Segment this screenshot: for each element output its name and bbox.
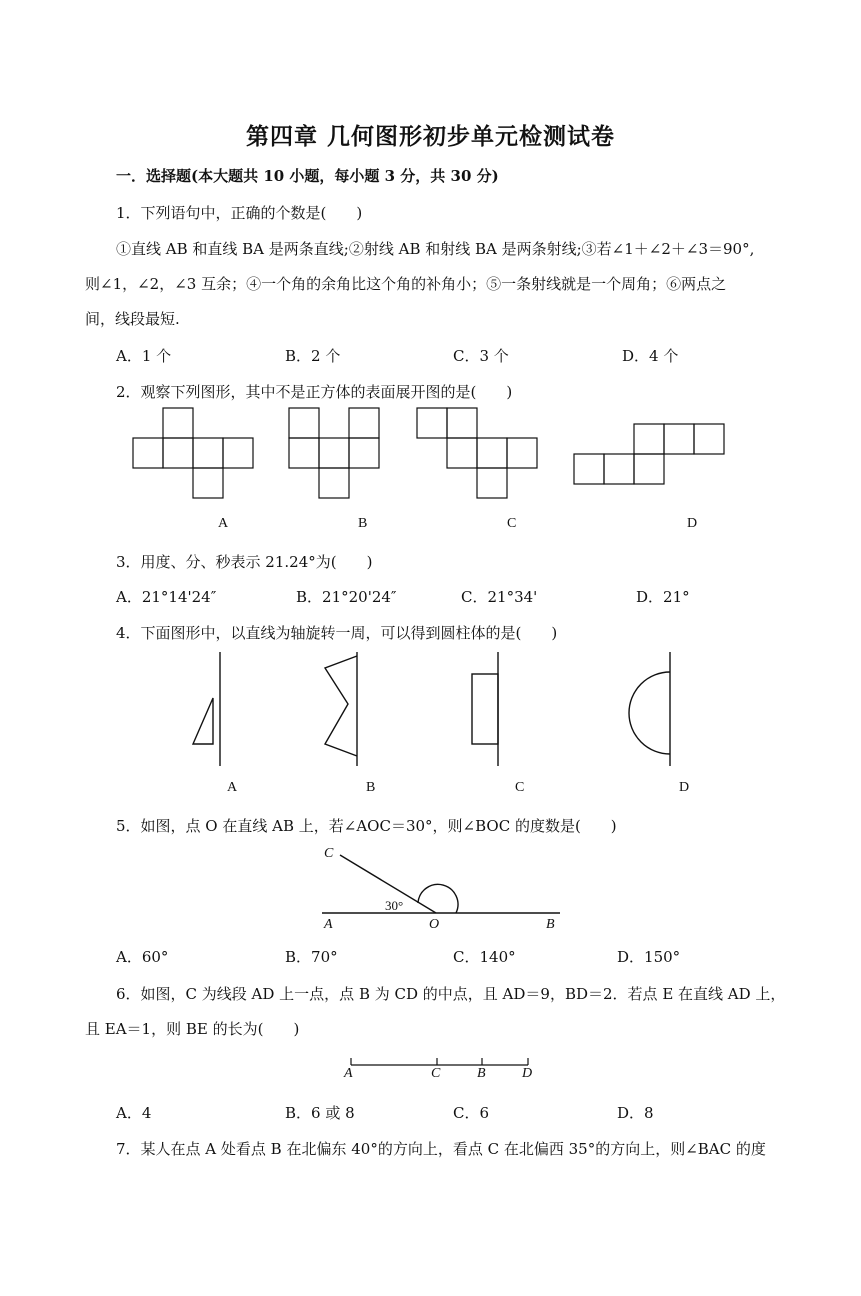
- cube-net-b: [289, 408, 379, 498]
- q5-point-a: A: [324, 917, 333, 932]
- q1-line1: ①直线 AB 和直线 BA 是两条直线;②射线 AB 和射线 BA 是两条射线;③若∠1＋∠2＋∠3＝90°,: [116, 240, 755, 258]
- q3-stem: 3．用度、分、秒表示 21.24°为( ): [116, 553, 373, 571]
- cube-net-d: [574, 424, 724, 484]
- q6-option-b: B．6 或 8: [285, 1104, 355, 1122]
- angle-arc: [418, 884, 458, 913]
- q1-option-d: D．4 个: [622, 347, 679, 365]
- q5-stem: 5．如图，点 O 在直线 AB 上，若∠AOC＝30°，则∠BOC 的度数是( ): [116, 817, 617, 835]
- q4-label-d: D: [679, 780, 690, 795]
- q6-option-d: D．8: [617, 1104, 654, 1122]
- q2-label-a: A: [218, 516, 229, 531]
- q5-option-d: D．150°: [617, 948, 681, 966]
- q5-option-a: A．60°: [116, 948, 169, 966]
- q6-line2: 且 EA＝1，则 BE 的长为( ): [85, 1020, 300, 1038]
- q4-label-b: B: [366, 780, 376, 795]
- q5-option-b: B．70°: [285, 948, 338, 966]
- angle-figure: [318, 845, 568, 937]
- q6-line1: 6．如图，C 为线段 AD 上一点，点 B 为 CD 的中点，且 AD＝9，BD＝2．若点 E 在直线 AD 上，: [116, 985, 786, 1003]
- q1-stem: 1．下列语句中，正确的个数是( ): [116, 204, 363, 222]
- q1-line3: 间，线段最短.: [85, 310, 180, 328]
- q3-option-b: B．21°20'24″: [296, 588, 397, 606]
- section-heading: 一．选择题(本大题共 10 小题，每小题 3 分，共 30 分): [116, 167, 499, 185]
- q2-label-d: D: [687, 516, 698, 531]
- rotation-figures: [180, 648, 700, 773]
- q6-option-c: C．6: [453, 1104, 490, 1122]
- q1-option-c: C．3 个: [453, 347, 509, 365]
- q5-point-c: C: [324, 846, 334, 861]
- q7-line1: 7．某人在点 A 处看点 B 在北偏东 40°的方向上，看点 C 在北偏西 35°的方向上，则∠BAC 的度: [116, 1140, 766, 1158]
- rotation-figure-a: [193, 652, 220, 766]
- page-title: 第四章 几何图形初步单元检测试卷: [245, 123, 615, 150]
- q6-point-b: B: [477, 1066, 486, 1081]
- cube-net-figures: [125, 404, 745, 504]
- q6-point-c: C: [431, 1066, 441, 1081]
- q5-point-o: O: [429, 917, 440, 932]
- cube-net-c: [417, 408, 537, 498]
- q6-point-d: D: [522, 1066, 533, 1081]
- q4-label-a: A: [227, 780, 238, 795]
- q1-option-b: B．2 个: [285, 347, 341, 365]
- q4-stem: 4．下面图形中，以直线为轴旋转一周，可以得到圆柱体的是( ): [116, 624, 558, 642]
- rotation-figure-b: [325, 652, 357, 766]
- q1-line2: 则∠1，∠2，∠3 互余；④一个角的余角比这个角的补角小；⑤一条射线就是一个周角；⑥两点之: [85, 275, 727, 293]
- q2-label-c: C: [507, 516, 517, 531]
- rotation-figure-c: [472, 652, 498, 766]
- cube-net-a: [133, 408, 253, 498]
- q5-angle-label: 30°: [385, 898, 404, 913]
- q3-option-a: A．21°14'24″: [116, 588, 217, 606]
- q4-label-c: C: [515, 780, 525, 795]
- rotation-figure-d: [629, 652, 670, 766]
- q5-point-b: B: [546, 917, 555, 932]
- q2-stem: 2．观察下列图形，其中不是正方体的表面展开图的是( ): [116, 383, 513, 401]
- q2-label-b: B: [358, 516, 368, 531]
- q3-option-c: C．21°34': [461, 588, 538, 606]
- q3-option-d: D．21°: [636, 588, 690, 606]
- q6-point-a: A: [344, 1066, 353, 1081]
- q6-option-a: A．4: [116, 1104, 152, 1122]
- q1-option-a: A．1 个: [116, 347, 172, 365]
- q5-option-c: C．140°: [453, 948, 516, 966]
